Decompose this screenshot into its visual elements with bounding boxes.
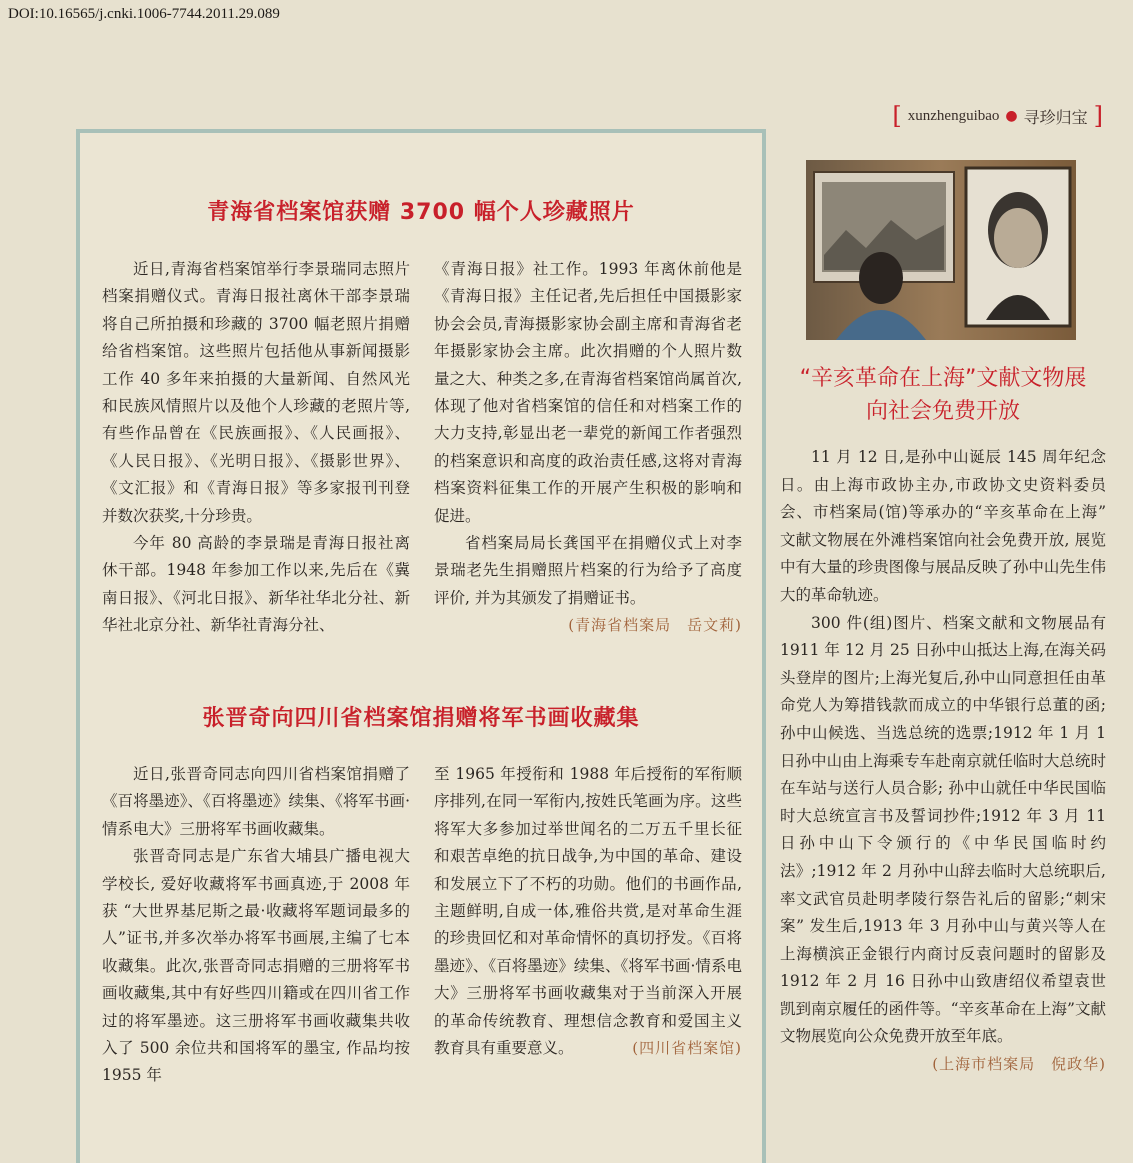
article1-body — [102, 256, 742, 640]
section-zh: 寻珍归宝 — [1023, 107, 1088, 127]
article3 — [780, 160, 1106, 1079]
doi-label: DOI:10.16565/j.cnki.1006-7744.2011.29.089 — [8, 6, 280, 22]
bullet-dot-icon: ● — [1005, 108, 1018, 124]
paragraph: 今年 80 高龄的李景瑞是青海日报社离休干部。1948 年参加工作以来,先后在《冀南日报》、《河北日报》、新华社华北分社、新华社北京分社、新华社青海分社、 — [102, 534, 410, 635]
paragraph: 近日,青海省档案馆举行李景瑞同志照片档案捐赠仪式。青海日报社离休干部李景瑞将自己所拍摄和珍藏的 3700 幅老照片捐赠给省档案馆。这些照片包括他从事新闻摄影工作 40 多年来拍摄的大量新闻、自然风光和民族风情照片以及他个人珍藏的老照片等,有些作品曾在《民族画报》、《人民画报》、《人民日报》、《光明日报》、《摄影世界》、《文汇报》和《青海日报》等多家报刊刊登并数次获奖,十分珍贵。 — [102, 260, 410, 525]
boxed-articles — [76, 129, 766, 1163]
paragraph: 张晋奇同志是广东省大埔县广播电视大学校长, 爱好收藏将军书画真迹,于 2008 年获 “大世界基尼斯之最·收藏将军题词最多的人”证书,并多次举办将军书画展,主编了七本收藏集。此次,张晋奇同志捐赠的三册将军书画收藏集,其中有好些四川籍或在四川省工作过的将军墨迹。这三册将军书画收藏集共收入了 500 余位共和国将军的墨宝, 作品均按 1955 年 — [102, 847, 410, 1085]
article2-body — [102, 761, 742, 1090]
article3-title-line2: 向社会免费开放 — [865, 399, 1020, 424]
section-latin: xunzhenguibao — [907, 107, 1000, 124]
paragraph: 至 1965 年授衔和 1988 年后授衔的军衔顺序排列,在同一军衔内,按姓氏笔画为序。这些将军大多参加过举世闻名的二万五千里长征和艰苦卓绝的抗日战争,为中国的革命、建设和发展立下了不朽的功勋。他们的书画作品,主题鲜明,自成一体,雅俗共赏,是对革命生涯的珍贵回忆和对革命情怀的真切抒发。《百将墨迹》、《百将墨迹》续集、《将军书画·情系电大》三册将军书画收藏集对于当前深入开展的革命传统教育、理想信念教育和爱国主义教育具有重要意义。 — [434, 765, 742, 1058]
article1-title: 青海省档案馆获赠 3700 幅个人珍藏照片 — [207, 200, 635, 225]
article1-source: (青海省档案局 岳文莉) — [568, 616, 742, 635]
article3-source: (上海市档案局 倪政华) — [932, 1055, 1106, 1074]
left-bracket-icon: [ — [892, 102, 902, 130]
paragraph: 300 件(组)图片、档案文献和文物展品有 1911 年 12 月 25 日孙中山抵达上海,在海关码头登岸的图片;上海光复后,孙中山同意担任由革命党人为筹措钱款而成立的中华银行总董的函;孙中山候选、当选总统的选票;1912 年 1 月 1 日孙中山由上海乘专车赴南京就任临时大总统时在车站与送行人员合影; 孙中山就任中华民国临时大总统宣言书及誓词抄件;1912 年 3 月 11 日孙中山下令颁行的《中华民国临时约法》;1912 年 2 月孙中山辞去临时大总统职后,率文武官员赴明孝陵行祭告礼后的留影;“刺宋案” 发生后,1913 年 3 月孙中山与黄兴等人在上海横滨正金银行内商讨反袁问题时的留影及 1912 年 2 月 16 日孙中山致唐绍仪希望袁世凯到南京履任的函件等。“辛亥革命在上海”文献文物展览向公众免费开放至年底。 — [780, 613, 1106, 1046]
exhibition-photo — [806, 160, 1076, 340]
article2-col1 — [102, 761, 410, 1090]
article1-col2 — [434, 256, 742, 640]
exhibition-photo-image — [806, 160, 1076, 340]
paragraph: 近日,张晋奇同志向四川省档案馆捐赠了《百将墨迹》、《百将墨迹》续集、《将军书画·情系电大》三册将军书画收藏集。 — [102, 765, 410, 838]
section-tag — [892, 104, 1103, 128]
article1-col1 — [102, 256, 410, 640]
article2-col2 — [434, 761, 742, 1090]
article3-title — [780, 362, 1106, 428]
paragraph: 《青海日报》社工作。1993 年离休前他是《青海日报》主任记者,先后担任中国摄影家协会会员,青海摄影家协会副主席和青海省老年摄影家协会主席。此次捐赠的个人照片数量之大、种类之多,在青海省档案馆尚属首次,体现了他对省档案馆的信任和对档案工作的大力支持,彰显出老一辈党的新闻工作者强烈的档案意识和高度的政治责任感,这将对青海档案资料征集工作的开展产生积极的影响和促进。 — [434, 260, 742, 525]
paragraph: 11 月 12 日,是孙中山诞辰 145 周年纪念日。由上海市政协主办,市政协文史资料委员会、市档案局(馆)等承办的“辛亥革命在上海” 文献文物展在外滩档案馆向社会免费开放, 展览中有大量的珍贵图像与展品反映了孙中山先生伟大的革命轨迹。 — [780, 448, 1106, 604]
article3-body — [780, 444, 1106, 1079]
article2-title: 张晋奇向四川省档案馆捐赠将军书画收藏集 — [202, 706, 640, 731]
article2-source: (四川省档案馆) — [632, 1039, 742, 1058]
article3-title-line1: “辛亥革命在上海”文献文物展 — [799, 366, 1087, 391]
paragraph: 省档案局局长龚国平在捐赠仪式上对李景瑞老先生捐赠照片档案的行为给予了高度评价, 并为其颁发了捐赠证书。 — [434, 534, 742, 607]
right-bracket-icon: ] — [1093, 102, 1103, 130]
